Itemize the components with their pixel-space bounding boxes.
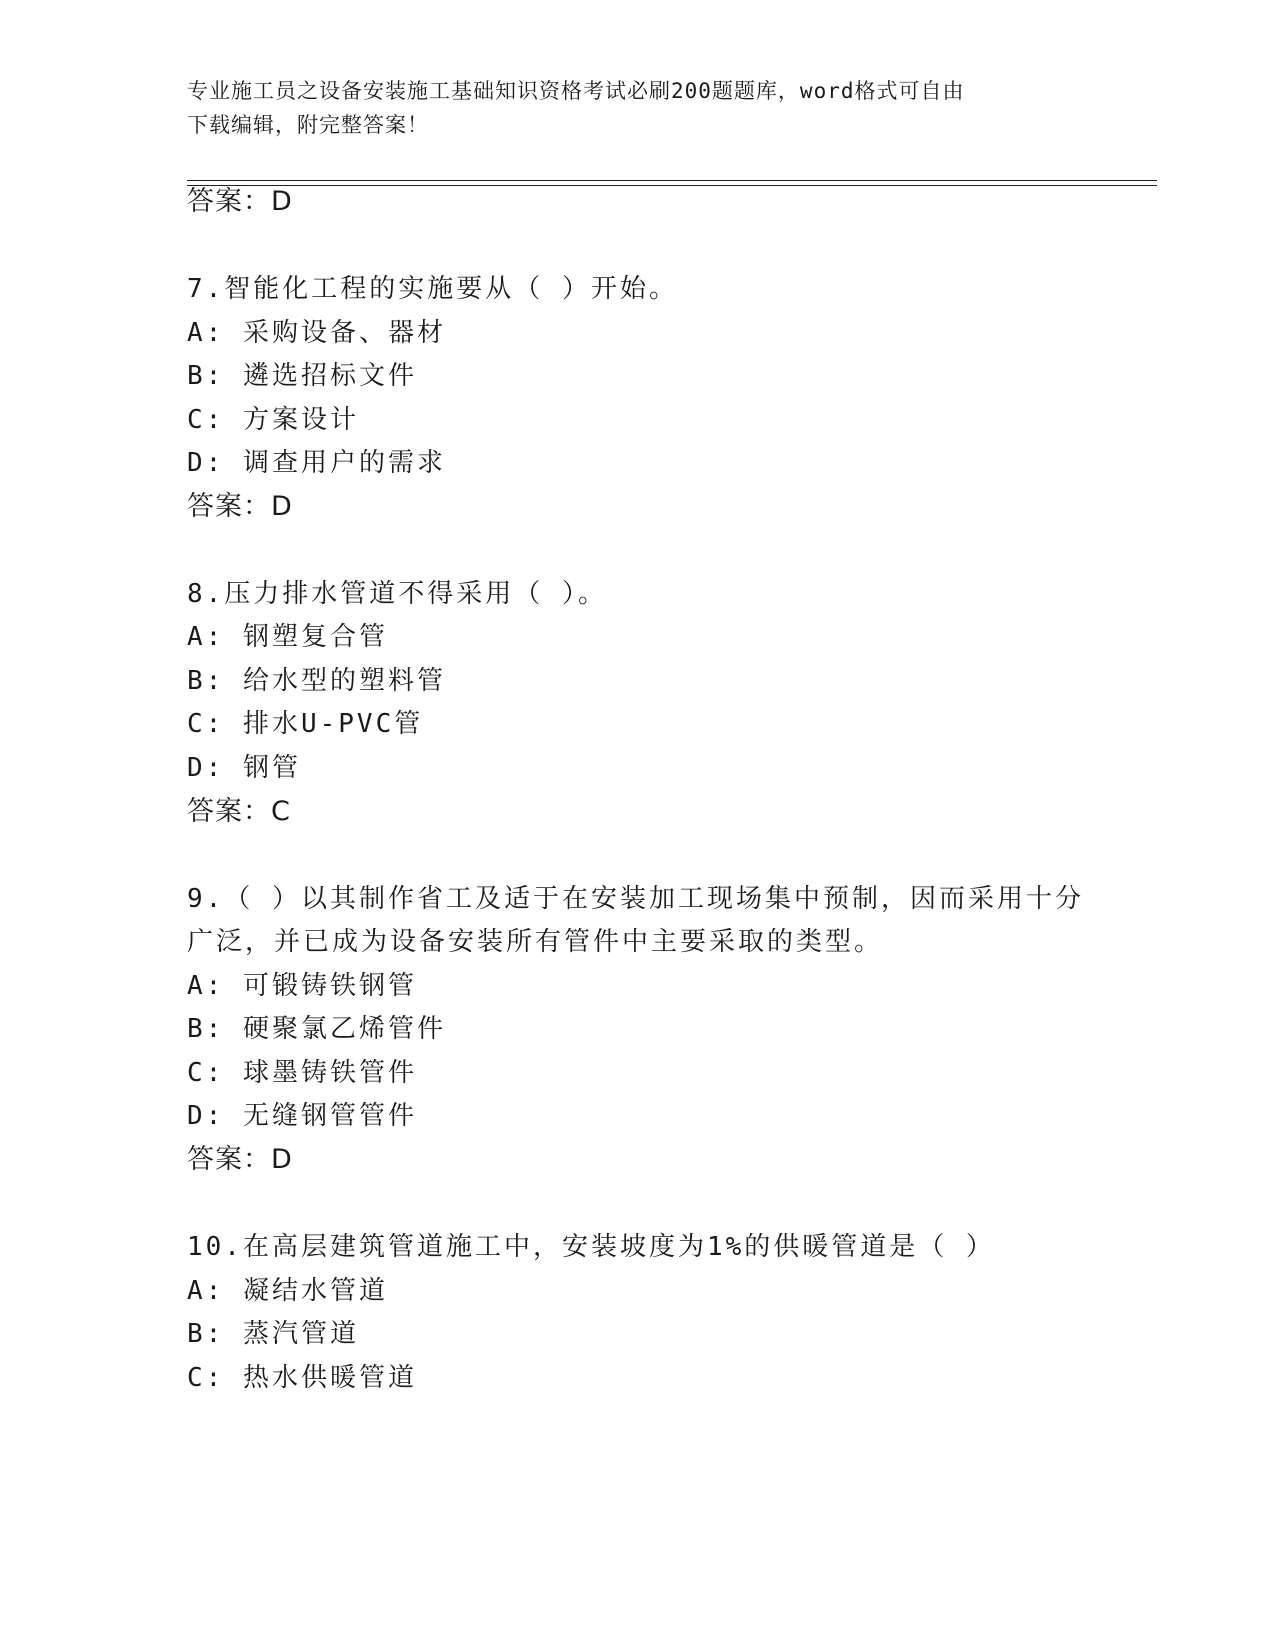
answer-line: 答案：D — [187, 186, 293, 217]
option-b: B: 给水型的塑料管 — [187, 666, 446, 696]
question-stem: 8.压力排水管道不得采用（ ）。 — [187, 579, 607, 609]
option-a: A: 可锻铸铁钢管 — [187, 971, 417, 1001]
option-c: C: 球墨铸铁管件 — [187, 1058, 417, 1088]
option-b: B: 遴选招标文件 — [187, 361, 417, 391]
document-header — [187, 74, 1087, 142]
option-a: A: 采购设备、器材 — [187, 318, 446, 348]
option-c: C: 排水U-PVC管 — [187, 709, 424, 739]
document-page — [187, 0, 1157, 1650]
option-d: D: 钢管 — [187, 753, 301, 783]
answer-line: 答案：D — [187, 491, 293, 522]
option-b: B: 硬聚氯乙烯管件 — [187, 1014, 446, 1044]
header-rule-bottom — [187, 185, 1157, 186]
question-stem: 10.在高层建筑管道施工中，安装坡度为1%的供暖管道是（ ） — [187, 1232, 995, 1262]
option-b: B: 蒸汽管道 — [187, 1319, 359, 1349]
option-d: D: 调查用户的需求 — [187, 448, 446, 478]
option-a: A: 钢塑复合管 — [187, 622, 388, 652]
option-d: D: 无缝钢管管件 — [187, 1101, 417, 1131]
answer-line: 答案：D — [187, 1144, 293, 1175]
option-a: A: 凝结水管道 — [187, 1276, 388, 1306]
option-c: C: 热水供暖管道 — [187, 1363, 417, 1393]
question-stem: 9.（ ）以其制作省工及适于在安装加工现场集中预制，因而采用十分 — [187, 884, 1084, 914]
header-rule-top — [187, 180, 1157, 181]
header-line-2: 下载编辑，附完整答案！ — [187, 113, 429, 137]
option-c: C: 方案设计 — [187, 405, 359, 435]
question-stem-continued: 广泛，并已成为设备安装所有管件中主要采取的类型。 — [187, 927, 884, 957]
question-stem: 7.智能化工程的实施要从（ ）开始。 — [187, 274, 678, 304]
header-line-1: 专业施工员之设备安装施工基础知识资格考试必刷200题题库，word格式可自由 — [187, 79, 965, 103]
answer-line: 答案：C — [187, 796, 291, 827]
